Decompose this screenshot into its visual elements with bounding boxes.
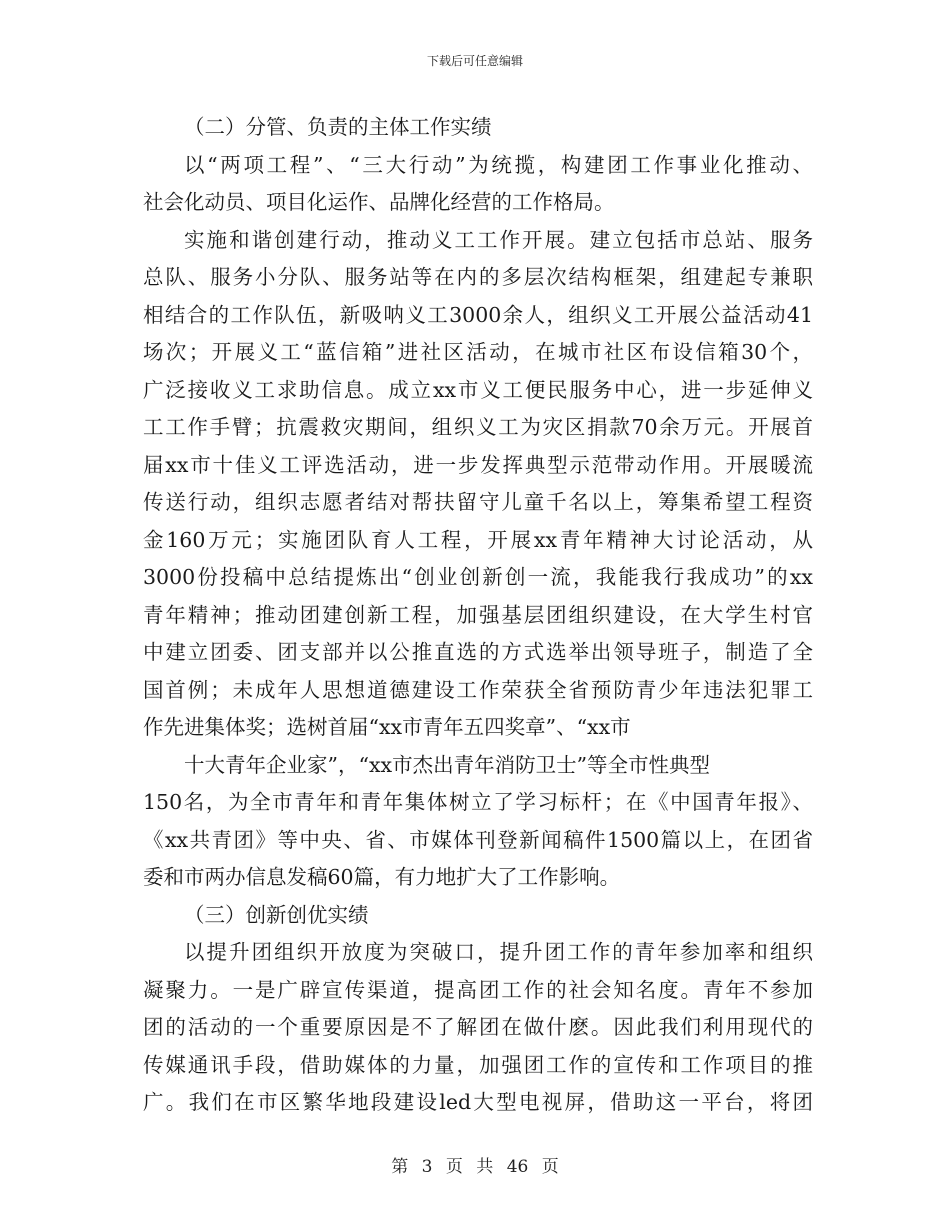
text-line: 社会化动员、项目化运作、品牌化经营的工作格局。 (143, 190, 615, 214)
page-header: 下载后可任意编辑 (426, 54, 523, 68)
text-line: 以“两项工程”、“三大行动”为统揽，构建团工作事业化推动、 (184, 152, 813, 177)
document-body (143, 109, 813, 1122)
text-line: 3000份投稿中总结提炼出“创业创新创一流，我能我行我成功”的xx (143, 565, 813, 589)
text-line: 届xx市十佳义工评选活动，进一步发挥典型示范带动作用。开展暖流 (143, 452, 813, 477)
text-line: 150名，为全市青年和青年集体树立了学习标杆；在《中国青年报》、 (143, 790, 813, 814)
text-line: 相结合的工作队伍，新吸呐义工3000余人，组织义工开展公益活动41 (143, 302, 813, 327)
text-line: 传送行动，组织志愿者结对帮扶留守儿童千名以上，筹集希望工程资 (143, 490, 813, 514)
text-line: 《xx共青团》等中央、省、市媒体刊登新闻稿件1500篇以上，在团省 (143, 827, 813, 852)
text-line: 传媒通讯手段，借助媒体的力量，加强团工作的宣传和工作项目的推 (143, 1052, 813, 1077)
text-line: （三）创新创优实绩 (184, 902, 369, 927)
text-line: （二）分管、负责的主体工作实绩 (184, 115, 492, 139)
text-line: 作先进集体奖；选树首届“xx市青年五四奖章”、“xx市 (143, 715, 631, 739)
text-line: 委和市两办信息发稿60篇，有力地扩大了工作影响。 (143, 865, 621, 889)
text-line: 团的活动的一个重要原因是不了解团在做什麽。因此我们利用现代的 (143, 1015, 813, 1039)
text-line: 广。我们在市区繁华地段建设led大型电视屏，借助这一平台，将团 (143, 1090, 813, 1114)
text-line: 十大青年企业家”，“xx市杰出青年消防卫士”等全市性典型 (184, 752, 711, 777)
text-line: 以提升团组织开放度为突破口，提升团工作的青年参加率和组织 (184, 940, 813, 964)
text-line: 国首例；未成年人思想道德建设工作荣获全省预防青少年违法犯罪工 (143, 677, 813, 702)
text-line: 工工作手臂；抗震救灾期间，组织义工为灾区捐款70余万元。开展首 (143, 415, 813, 439)
text-line: 场次；开展义工“蓝信箱”进社区活动，在城市社区布设信箱30个， (143, 340, 813, 364)
page-footer: 第 3 页 共 46 页 (391, 1157, 559, 1177)
text-line: 凝聚力。一是广辟宣传渠道，提高团工作的社会知名度。青年不参加 (143, 977, 813, 1002)
text-line: 总队、服务小分队、服务站等在内的多层次结构框架，组建起专兼职 (143, 265, 813, 289)
text-line: 实施和谐创建行动，推动义工工作开展。建立包括市总站、服务 (184, 227, 813, 252)
text-line: 金160万元；实施团队育人工程，开展xx青年精神大讨论活动，从 (143, 527, 813, 552)
text-line: 青年精神；推动团建创新工程，加强基层团组织建设，在大学生村官 (143, 602, 813, 627)
text-line: 中建立团委、团支部并以公推直选的方式选举出领导班子，制造了全 (143, 640, 813, 664)
text-line: 广泛接收义工求助信息。成立xx市义工便民服务中心，进一步延伸义 (143, 377, 813, 402)
